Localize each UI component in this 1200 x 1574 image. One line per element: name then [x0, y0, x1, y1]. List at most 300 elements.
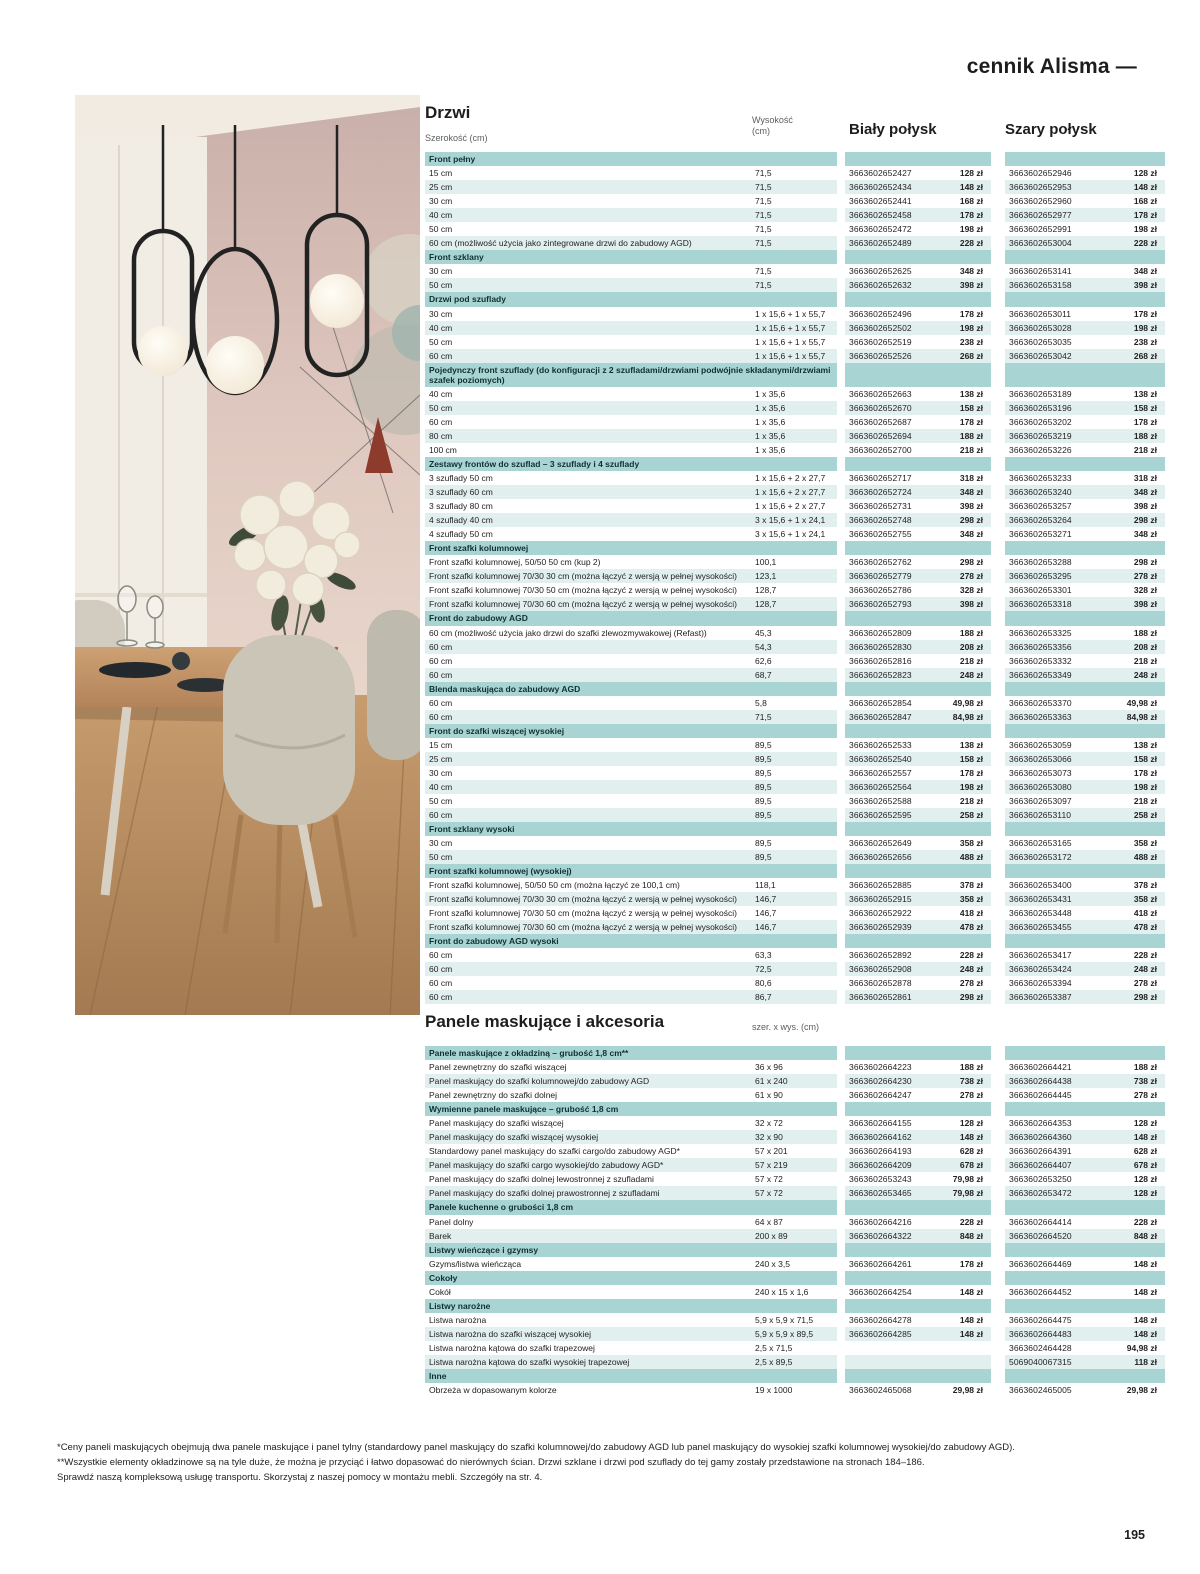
- white-price: 278 zł: [959, 1090, 983, 1101]
- section-header-white-band: [845, 1200, 991, 1214]
- table-row: [425, 710, 1165, 724]
- row-dimension: 71,5: [755, 168, 772, 179]
- white-price: 398 zł: [959, 599, 983, 610]
- section-header-white-band: [845, 611, 991, 625]
- gray-article-number: 3663602653141: [1009, 266, 1072, 277]
- row-label: Panel maskujący do szafki kolumnowej/do zabudowy AGD: [429, 1076, 650, 1087]
- gray-price: 398 zł: [1133, 501, 1157, 512]
- row-label: 60 cm: [429, 350, 453, 361]
- white-price: 268 zł: [959, 350, 983, 361]
- white-article-number: 3663602652656: [849, 852, 912, 863]
- gray-price: 118 zł: [1134, 1357, 1157, 1368]
- table-row: [425, 1285, 1165, 1299]
- photo-plate: [99, 662, 171, 678]
- row-label: Panel maskujący do szafki dolnej prawostronnej z szufladami: [429, 1188, 660, 1199]
- row-dimension: 63,3: [755, 950, 772, 961]
- gray-article-number: 3663602653325: [1009, 627, 1072, 638]
- white-article-number: 3663602652755: [849, 529, 912, 540]
- white-price: 128 zł: [959, 1118, 983, 1129]
- white-article-number: 3663602652519: [849, 336, 912, 347]
- gray-article-number: 3663602653349: [1009, 669, 1072, 680]
- row-label: 100 cm: [429, 444, 457, 455]
- section-header-label: Front do szafki wiszącej wysokiej: [425, 724, 837, 738]
- gray-article-number: 3663602653097: [1009, 795, 1072, 806]
- gray-price: 418 zł: [1133, 908, 1157, 919]
- table-row: [425, 387, 1165, 401]
- section-header-white-band: [845, 1102, 991, 1116]
- gray-price: 398 zł: [1133, 599, 1157, 610]
- gray-article-number: 3663602664353: [1009, 1118, 1072, 1129]
- row-label: 30 cm: [429, 196, 453, 207]
- row-dimension: 118,1: [755, 880, 776, 891]
- table-row: [425, 349, 1165, 363]
- gray-price: 198 zł: [1133, 224, 1157, 235]
- section-header-white-band: [845, 1369, 991, 1383]
- white-price: 178 zł: [959, 416, 983, 427]
- gray-price: 278 zł: [1133, 1090, 1157, 1101]
- gray-price: 218 zł: [1133, 444, 1157, 455]
- gray-article-number: 3663602653448: [1009, 908, 1072, 919]
- row-dimension: 72,5: [755, 964, 772, 975]
- row-dimension: 3 x 15,6 + 1 x 24,1: [755, 529, 826, 540]
- white-price: 84,98 zł: [952, 711, 983, 722]
- gray-article-number: 3663602653363: [1009, 711, 1072, 722]
- section-header-gray-band: [1005, 1271, 1165, 1285]
- table-row: [425, 264, 1165, 278]
- row-dimension: 64 x 87: [755, 1216, 783, 1227]
- table-row: [425, 640, 1165, 654]
- gray-article-number: 3663602653400: [1009, 880, 1072, 891]
- white-article-number: 3663602664209: [849, 1160, 912, 1171]
- table-row: [425, 1215, 1165, 1229]
- gray-price: 168 zł: [1133, 196, 1157, 207]
- section-header-gray-band: [1005, 611, 1165, 625]
- section-header-gray-band: [1005, 457, 1165, 471]
- white-article-number: 3663602664322: [849, 1230, 912, 1241]
- footnote: **Wszystkie elementy okładzinowe są na tyle duże, że można je przyciąć i łatwo dopasować do nierównych ścian. Drzwi szklane i drzwi pod szuflady do tej gamy zostały przedstawione na stronach 184–186.: [57, 1457, 925, 1468]
- gray-article-number: 3663602653202: [1009, 416, 1072, 427]
- row-dimension: 71,5: [755, 196, 772, 207]
- table-row: [425, 307, 1165, 321]
- white-article-number: 3663602652557: [849, 767, 912, 778]
- row-dimension: 57 x 72: [755, 1188, 783, 1199]
- white-article-number: 3663602652748: [849, 515, 912, 526]
- table-row: [425, 335, 1165, 349]
- doors-header: [425, 103, 1165, 151]
- page-title: [967, 55, 1137, 79]
- row-dimension: 89,5: [755, 795, 772, 806]
- gray-article-number: 3663602653158: [1009, 280, 1072, 291]
- gray-price: 248 zł: [1133, 669, 1157, 680]
- table-row: [425, 1158, 1165, 1172]
- gray-article-number: 3663602464428: [1009, 1343, 1072, 1354]
- gray-article-number: 3663602653080: [1009, 781, 1072, 792]
- table-row: [425, 555, 1165, 569]
- gray-article-number: 3663602653165: [1009, 838, 1072, 849]
- gray-article-number: 3663602653233: [1009, 473, 1072, 484]
- row-dimension: 62,6: [755, 655, 772, 666]
- gray-article-number: 3663602653264: [1009, 515, 1072, 526]
- white-price: 228 zł: [959, 238, 983, 249]
- panels-dim-col-label: szer. x wys. (cm): [752, 1022, 819, 1032]
- table-row: [425, 527, 1165, 541]
- white-price: 148 zł: [959, 1315, 983, 1326]
- gray-price: 128 zł: [1133, 1188, 1157, 1199]
- white-price: 378 zł: [959, 880, 983, 891]
- white-price: 348 zł: [959, 529, 983, 540]
- row-label: 30 cm: [429, 767, 453, 778]
- row-label: 60 cm: [429, 809, 453, 820]
- row-dimension: 100,1: [755, 557, 777, 568]
- white-article-number: 3663602652878: [849, 978, 912, 989]
- table-row: [425, 1229, 1165, 1243]
- row-label: 60 cm: [429, 950, 453, 961]
- row-dimension: 61 x 240: [755, 1076, 788, 1087]
- section-header-label: Listwy wieńczące i gzymsy: [425, 1243, 837, 1257]
- row-label: 3 szuflady 80 cm: [429, 501, 493, 512]
- gray-price: 268 zł: [1133, 350, 1157, 361]
- table-row: [425, 892, 1165, 906]
- white-article-number: 3663602652816: [849, 655, 912, 666]
- white-article-number: 3663602652540: [849, 753, 912, 764]
- white-article-number: 3663602664261: [849, 1258, 912, 1269]
- white-price: 148 zł: [959, 1132, 983, 1143]
- white-price: 178 zł: [959, 308, 983, 319]
- row-label: 4 szuflady 50 cm: [429, 529, 493, 540]
- gray-price: 398 zł: [1133, 280, 1157, 291]
- table-row: [425, 1327, 1165, 1341]
- row-dimension: 71,5: [755, 224, 772, 235]
- section-header-label: Wymienne panele maskujące – grubość 1,8 cm: [425, 1102, 837, 1116]
- row-label: Obrzeża w dopasowanym kolorze: [429, 1385, 557, 1396]
- white-article-number: 3663602652496: [849, 308, 912, 319]
- row-label: 50 cm: [429, 402, 453, 413]
- row-label: 30 cm: [429, 838, 453, 849]
- white-article-number: 3663602652922: [849, 908, 912, 919]
- section-header-label: Front szklany wysoki: [425, 822, 837, 836]
- section-header-white-band: [845, 457, 991, 471]
- table-row: [425, 194, 1165, 208]
- table-row: [425, 696, 1165, 710]
- white-price: 248 zł: [959, 964, 983, 975]
- white-article-number: 3663602652427: [849, 168, 912, 179]
- table-row: [425, 180, 1165, 194]
- white-price: 158 zł: [959, 753, 983, 764]
- white-price: 278 zł: [959, 978, 983, 989]
- row-label: 4 szuflady 40 cm: [429, 515, 493, 526]
- gray-price: 178 zł: [1133, 210, 1157, 221]
- gray-article-number: 3663602653387: [1009, 992, 1072, 1003]
- section-header-label: Pojedynczy front szuflady (do konfiguracji z 2 szufladami/drzwiami podwójnie składanymi/drzwiami szafek poziomych): [425, 363, 837, 387]
- white-price: 218 zł: [959, 655, 983, 666]
- table-row: [425, 583, 1165, 597]
- gray-price: 128 zł: [1133, 168, 1157, 179]
- table-row: [425, 1313, 1165, 1327]
- gray-article-number: 3663602664407: [1009, 1160, 1072, 1171]
- table-section-header: [425, 1243, 1165, 1257]
- row-dimension: 89,5: [755, 809, 772, 820]
- table-row: [425, 626, 1165, 640]
- gray-article-number: 3663602653035: [1009, 336, 1072, 347]
- section-header-gray-band: [1005, 292, 1165, 306]
- white-article-number: 3663602652724: [849, 487, 912, 498]
- section-header-gray-band: [1005, 724, 1165, 738]
- white-price: 418 zł: [959, 908, 983, 919]
- section-header-label: Cokoły: [425, 1271, 837, 1285]
- section-header-gray-band: [1005, 250, 1165, 264]
- white-article-number: 3663602652830: [849, 641, 912, 652]
- white-article-number: 3663602664278: [849, 1315, 912, 1326]
- row-label: 60 cm: [429, 416, 453, 427]
- white-article-number: 3663602652793: [849, 599, 912, 610]
- white-price: 358 zł: [959, 838, 983, 849]
- gray-article-number: 3663602653301: [1009, 585, 1072, 596]
- table-row: [425, 401, 1165, 415]
- white-price: 848 zł: [959, 1230, 983, 1241]
- row-label: 60 cm: [429, 964, 453, 975]
- row-dimension: 71,5: [755, 238, 772, 249]
- white-price: 138 zł: [959, 739, 983, 750]
- gray-price: 208 zł: [1133, 641, 1157, 652]
- row-dimension: 128,7: [755, 585, 777, 596]
- gray-price: 138 zł: [1133, 739, 1157, 750]
- row-label: 60 cm: [429, 978, 453, 989]
- footnote: *Ceny paneli maskujących obejmują dwa panele maskujące i panel tylny (standardowy panel maskujący do szafki kolumnowej/do zabudowy AGD lub panel maskujący do wysokiej szafki kolumnowej wysokiej/do zabudowy AGD).: [57, 1442, 1015, 1453]
- gray-article-number: 3663602652977: [1009, 210, 1072, 221]
- row-dimension: 128,7: [755, 599, 777, 610]
- section-header-label: Front szklany: [425, 250, 837, 264]
- white-price: 188 zł: [959, 627, 983, 638]
- section-header-white-band: [845, 1299, 991, 1313]
- table-section-header: [425, 1102, 1165, 1116]
- gray-price: 158 zł: [1133, 753, 1157, 764]
- table-row: [425, 1130, 1165, 1144]
- gray-price: 238 zł: [1133, 336, 1157, 347]
- section-header-gray-band: [1005, 1200, 1165, 1214]
- gray-price: 148 zł: [1133, 1258, 1157, 1269]
- row-dimension: 32 x 72: [755, 1118, 783, 1129]
- row-label: Cokół: [429, 1286, 451, 1297]
- row-label: Panel maskujący do szafki cargo wysokiej/do zabudowy AGD*: [429, 1160, 664, 1171]
- title-dash: —: [1115, 55, 1137, 78]
- row-dimension: 1 x 15,6 + 1 x 55,7: [755, 350, 826, 361]
- gray-price: 348 zł: [1133, 266, 1157, 277]
- row-label: 50 cm: [429, 336, 453, 347]
- white-article-number: 3663602652700: [849, 444, 912, 455]
- white-price: 218 zł: [959, 795, 983, 806]
- doors-height-col-label: Wysokość (cm): [752, 115, 793, 136]
- white-article-number: 3663602652854: [849, 697, 912, 708]
- white-article-number: 3663602465068: [849, 1385, 912, 1396]
- row-label: 25 cm: [429, 753, 453, 764]
- table-section-header: [425, 292, 1165, 306]
- gray-price: 488 zł: [1133, 852, 1157, 863]
- white-price: 238 zł: [959, 336, 983, 347]
- gray-article-number: 3663602653370: [1009, 697, 1072, 708]
- row-dimension: 1 x 15,6 + 2 x 27,7: [755, 501, 826, 512]
- row-dimension: 5,9 x 5,9 x 71,5: [755, 1315, 814, 1326]
- gray-price: 628 zł: [1133, 1146, 1157, 1157]
- gray-price: 218 zł: [1133, 795, 1157, 806]
- gray-article-number: 3663602653011: [1009, 308, 1072, 319]
- section-header-label: Drzwi pod szuflady: [425, 292, 837, 306]
- white-price: 358 zł: [959, 894, 983, 905]
- row-label: 50 cm: [429, 852, 453, 863]
- row-dimension: 54,3: [755, 641, 772, 652]
- table-row: [425, 1088, 1165, 1102]
- white-price: 678 zł: [959, 1160, 983, 1171]
- table-section-header: [425, 250, 1165, 264]
- white-article-number: 3663602652533: [849, 739, 912, 750]
- row-dimension: 3 x 15,6 + 1 x 24,1: [755, 515, 826, 526]
- gray-price: 478 zł: [1133, 922, 1157, 933]
- white-article-number: 3663602653243: [849, 1174, 912, 1185]
- row-label: Panel dolny: [429, 1216, 474, 1227]
- white-price: 478 zł: [959, 922, 983, 933]
- gray-price: 178 zł: [1133, 767, 1157, 778]
- page-title-text: cennik Alisma: [966, 55, 1110, 78]
- white-article-number: 3663602652779: [849, 571, 912, 582]
- section-header-white-band: [845, 822, 991, 836]
- row-label: Listwa narożna kątowa do szafki wysokiej trapezowej: [429, 1357, 630, 1368]
- gray-price: 148 zł: [1133, 182, 1157, 193]
- table-section-header: [425, 682, 1165, 696]
- gray-price: 298 zł: [1133, 557, 1157, 568]
- row-dimension: 71,5: [755, 210, 772, 221]
- white-price: 398 zł: [959, 501, 983, 512]
- row-dimension: 240 x 15 x 1,6: [755, 1286, 809, 1297]
- table-row: [425, 222, 1165, 236]
- row-dimension: 5,9 x 5,9 x 89,5: [755, 1329, 814, 1340]
- white-price: 298 zł: [959, 992, 983, 1003]
- section-header-gray-band: [1005, 152, 1165, 166]
- table-row: [425, 1383, 1165, 1397]
- table-section-header: [425, 1299, 1165, 1313]
- white-price: 298 zł: [959, 515, 983, 526]
- row-label: Panel maskujący do szafki dolnej lewostronnej z szufladami: [429, 1174, 654, 1185]
- gray-article-number: 3663602664469: [1009, 1258, 1072, 1269]
- white-article-number: 3663602652663: [849, 388, 912, 399]
- table-row: [425, 1341, 1165, 1355]
- row-label: Panel maskujący do szafki wiszącej: [429, 1118, 564, 1129]
- gray-article-number: 3663602653059: [1009, 739, 1072, 750]
- section-header-gray-band: [1005, 363, 1165, 387]
- white-article-number: 3663602652632: [849, 280, 912, 291]
- section-header-white-band: [845, 724, 991, 738]
- table-row: [425, 415, 1165, 429]
- photo-bowl: [172, 652, 190, 670]
- section-header-white-band: [845, 1271, 991, 1285]
- table-section-header: [425, 1046, 1165, 1060]
- white-article-number: 3663602664247: [849, 1090, 912, 1101]
- table-row: [425, 654, 1165, 668]
- gray-article-number: 3663602664475: [1009, 1315, 1072, 1326]
- row-dimension: 57 x 219: [755, 1160, 788, 1171]
- gray-price: 848 zł: [1133, 1230, 1157, 1241]
- white-article-number: 3663602652823: [849, 669, 912, 680]
- table-row: [425, 1074, 1165, 1088]
- row-label: Standardowy panel maskujący do szafki cargo/do zabudowy AGD*: [429, 1146, 680, 1157]
- row-label: 60 cm: [429, 655, 453, 666]
- white-price: 248 zł: [959, 669, 983, 680]
- gray-article-number: 3663602653196: [1009, 402, 1072, 413]
- row-label: Front szafki kolumnowej 70/30 60 cm (można łączyć z wersją w pełnej wysokości): [429, 599, 738, 610]
- gray-article-number: 3663602653295: [1009, 571, 1072, 582]
- gray-price: 29,98 zł: [1126, 1385, 1157, 1396]
- gray-article-number: 3663602653028: [1009, 322, 1072, 333]
- white-article-number: 3663602652489: [849, 238, 912, 249]
- white-article-number: 3663602652908: [849, 964, 912, 975]
- row-label: 50 cm: [429, 795, 453, 806]
- gray-article-number: 3663602653066: [1009, 753, 1072, 764]
- row-label: 60 cm: [429, 992, 453, 1003]
- gray-price: 188 zł: [1133, 627, 1157, 638]
- section-header-label: Front do zabudowy AGD wysoki: [425, 934, 837, 948]
- photo-dining-room: [75, 95, 420, 1015]
- white-price: 79,98 zł: [952, 1188, 983, 1199]
- gray-article-number: 3663602664520: [1009, 1230, 1072, 1241]
- gray-article-number: 3663602653226: [1009, 444, 1072, 455]
- row-label: 15 cm: [429, 168, 453, 179]
- gray-article-number: 3663602653332: [1009, 655, 1072, 666]
- white-price: 148 zł: [959, 1329, 983, 1340]
- section-header-label: Panele kuchenne o grubości 1,8 cm: [425, 1200, 837, 1214]
- gray-article-number: 3663602653004: [1009, 238, 1072, 249]
- row-label: Front szafki kolumnowej 70/30 60 cm (można łączyć z wersją w pełnej wysokości): [429, 922, 738, 933]
- gray-price: 318 zł: [1133, 473, 1157, 484]
- gray-price: 298 zł: [1133, 992, 1157, 1003]
- white-price: 208 zł: [959, 641, 983, 652]
- gray-price: 148 zł: [1133, 1329, 1157, 1340]
- table-section-header: [425, 457, 1165, 471]
- photo-lamp-globe: [310, 274, 364, 328]
- table-row: [425, 738, 1165, 752]
- row-dimension: 61 x 90: [755, 1090, 783, 1101]
- doors-title: Drzwi: [425, 103, 471, 122]
- table-row: [425, 780, 1165, 794]
- section-header-white-band: [845, 934, 991, 948]
- row-dimension: 1 x 35,6: [755, 402, 786, 413]
- gray-price: 228 zł: [1133, 950, 1157, 961]
- gray-price: 49,98 zł: [1126, 697, 1157, 708]
- row-dimension: 45,3: [755, 627, 772, 638]
- section-header-label: Blenda maskująca do zabudowy AGD: [425, 682, 837, 696]
- gray-article-number: 3663602652991: [1009, 224, 1072, 235]
- white-price: 178 zł: [959, 1258, 983, 1269]
- table-row: [425, 429, 1165, 443]
- gray-article-number: 3663602664483: [1009, 1329, 1072, 1340]
- table-section-header: [425, 1200, 1165, 1214]
- gray-article-number: 3663602653172: [1009, 852, 1072, 863]
- row-label: Listwa narożna: [429, 1315, 487, 1326]
- white-article-number: 3663602652564: [849, 781, 912, 792]
- white-price: 198 zł: [959, 224, 983, 235]
- row-label: 60 cm: [429, 669, 453, 680]
- gray-price: 358 zł: [1133, 894, 1157, 905]
- table-row: [425, 976, 1165, 990]
- white-article-number: 3663602652731: [849, 501, 912, 512]
- gray-price: 278 zł: [1133, 571, 1157, 582]
- table-row: [425, 513, 1165, 527]
- row-label: Listwa narożna kątowa do szafki trapezowej: [429, 1343, 595, 1354]
- white-price: 738 zł: [959, 1076, 983, 1087]
- section-header-label: Front pełny: [425, 152, 837, 166]
- gray-article-number: 3663602653271: [1009, 529, 1072, 540]
- row-dimension: 71,5: [755, 266, 772, 277]
- gray-gloss-col-header: Szary połysk: [1005, 121, 1097, 138]
- white-article-number: 3663602664216: [849, 1216, 912, 1227]
- section-header-gray-band: [1005, 1046, 1165, 1060]
